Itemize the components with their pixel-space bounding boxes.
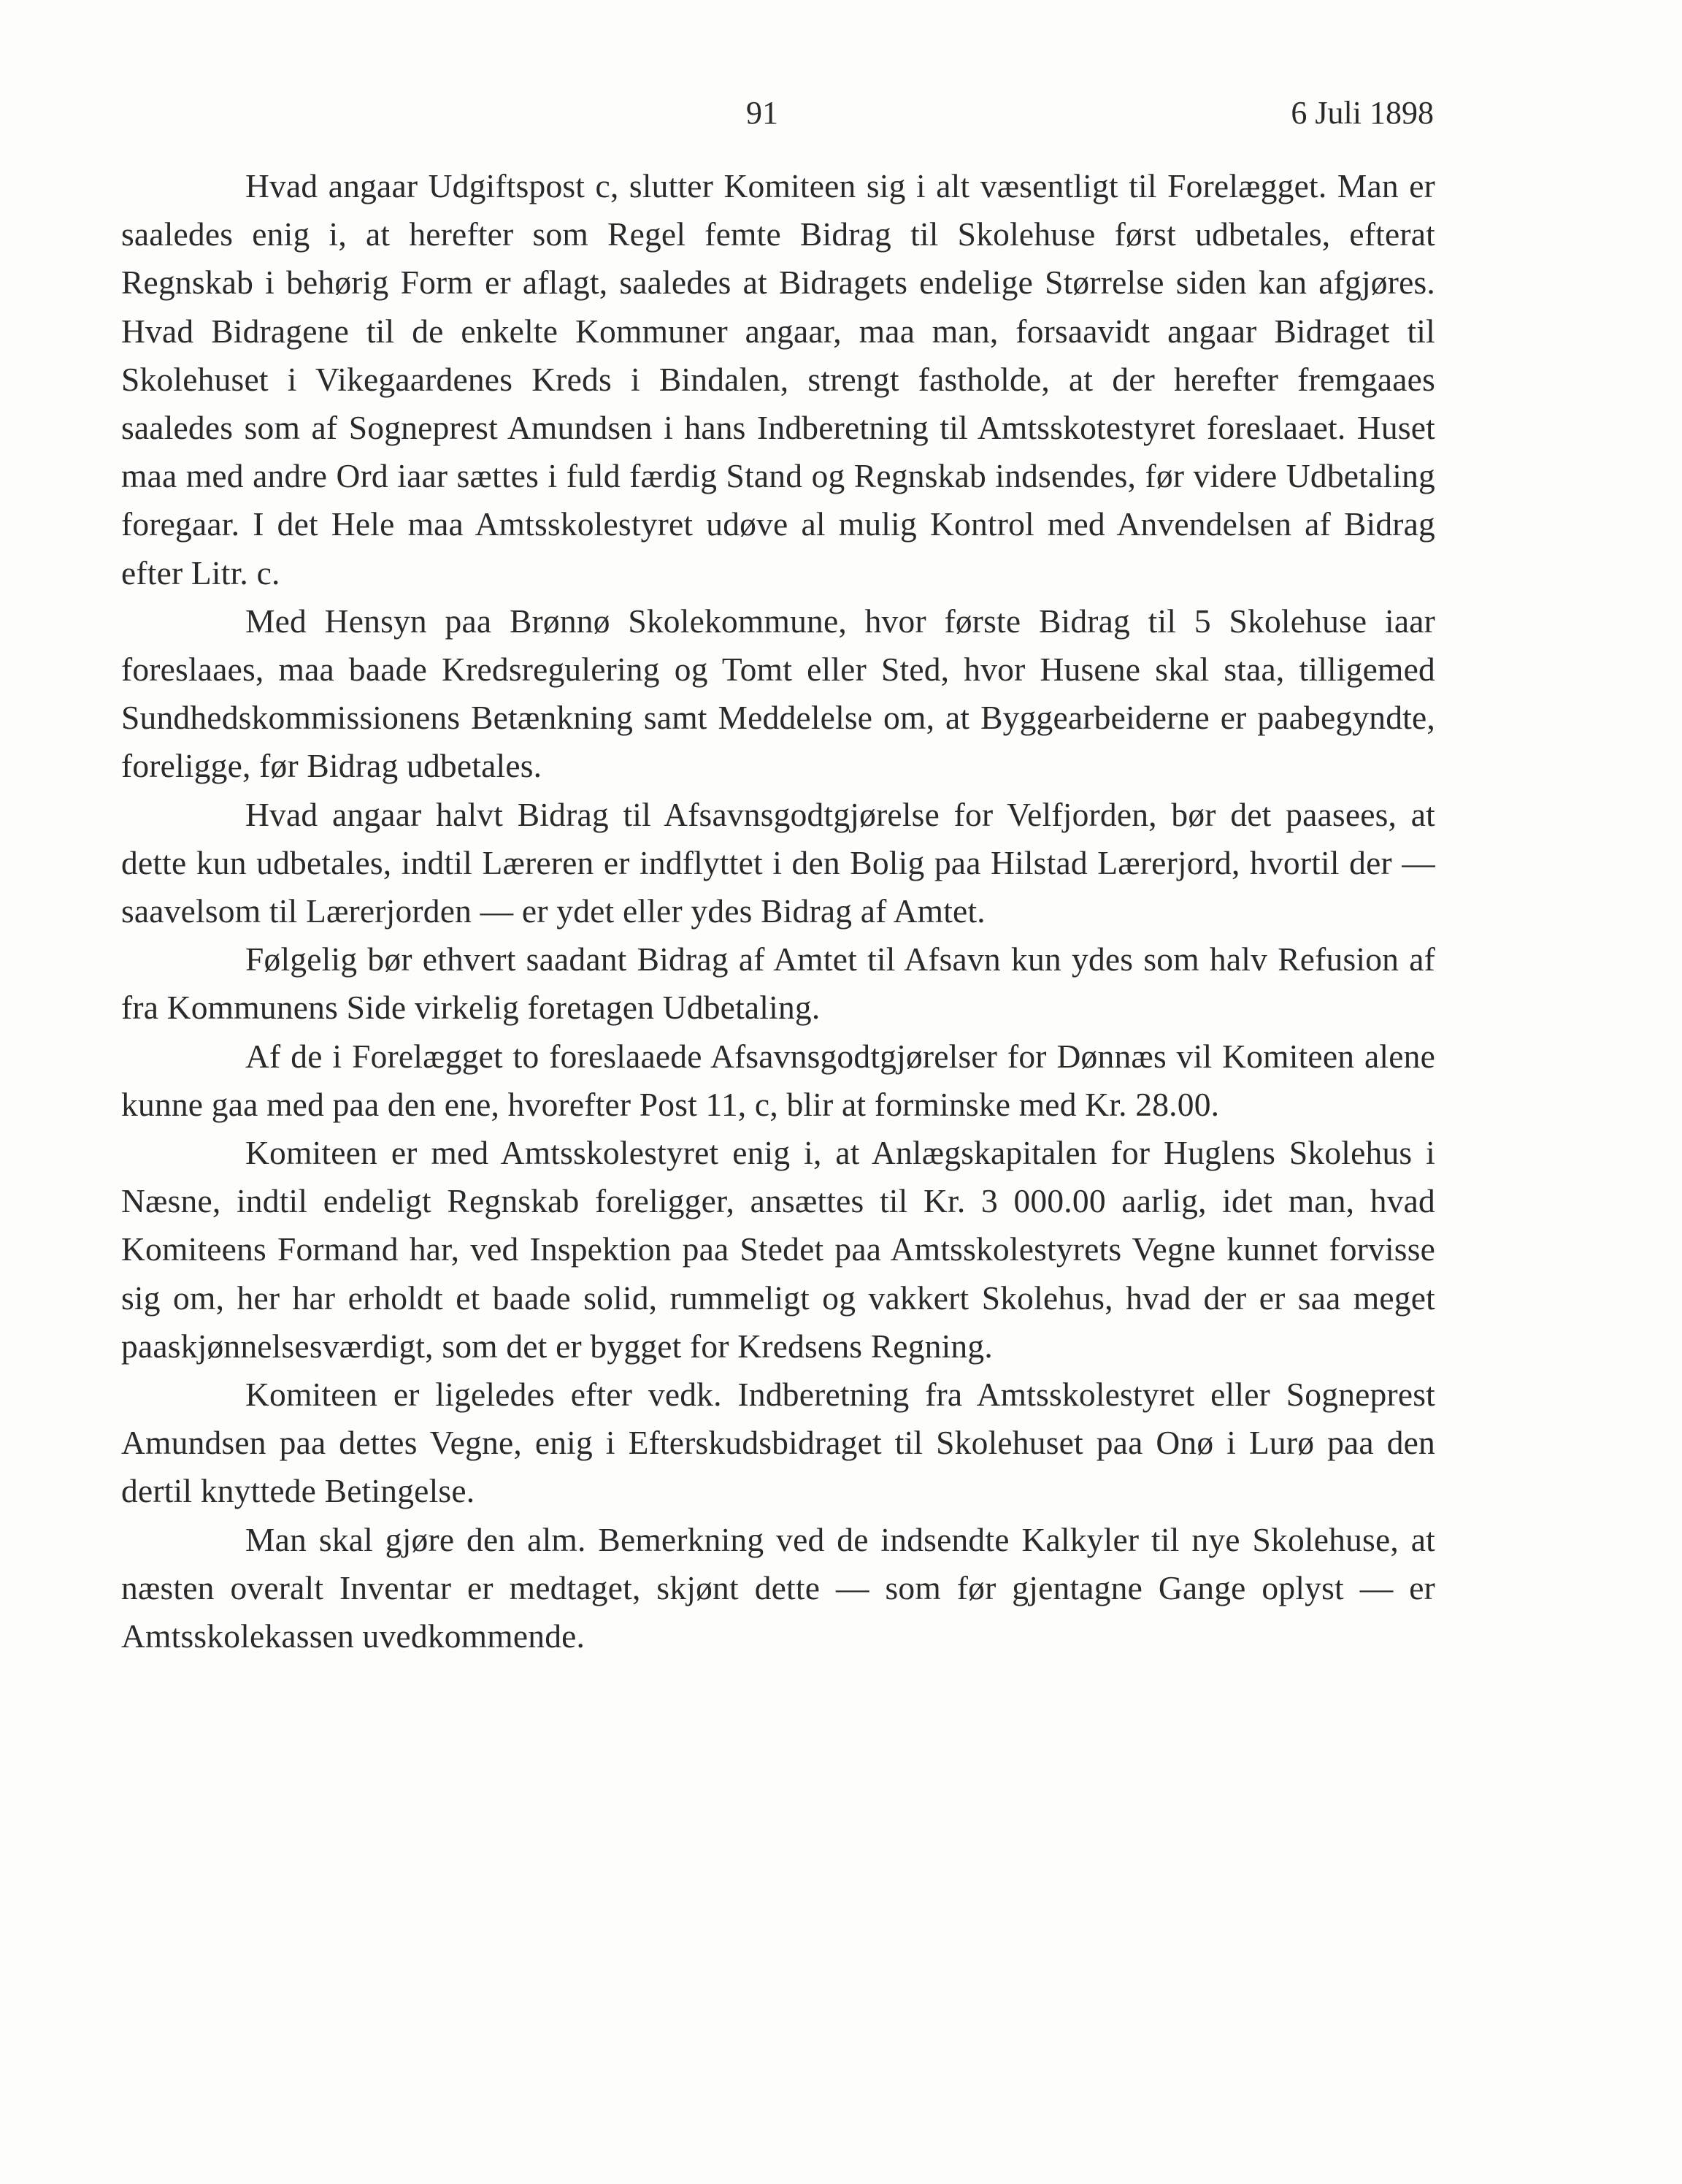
paragraph: Af de i Forelægget to foreslaaede Afsavnsgodtgjørelser for Dønnæs vil Komiteen alene kunne gaa med paa den ene, hvorefter Post 11, c, blir at forminske med Kr. 28.00. (121, 1037, 1435, 1123)
paragraph: Man skal gjøre den alm. Bemerkning ved de indsendte Kalkyler til nye Skolehuse, at næsten overalt Inventar er medtaget, skjønt dette — som før gjentagne Gange oplyst — er Amtsskolekassen uvedkommende. (121, 1520, 1435, 1655)
paragraph: Med Hensyn paa Brønnø Skolekommune, hvor første Bidrag til 5 Skolehuse iaar foreslaaes, maa baade Kredsregulering og Tomt eller Sted, hvor Husene skal staa, tilligemed Sundhedskommissionens Betænkning samt Meddelelse om, at Byggearbeiderne er paabegyndte, foreligge, før Bidrag udbetales. (121, 602, 1435, 785)
paragraph: Komiteen er ligeledes efter vedk. Indberetning fra Amtsskolestyret eller Sogneprest Amundsen paa dettes Vegne, enig i Efterskudsbidraget til Skolehuset paa Onø i Lurø paa den dertil knyttede Betingelse. (121, 1376, 1435, 1510)
paragraph: Hvad angaar Udgiftspost c, slutter Komiteen sig i alt væsentligt til Forelægget. Man er saaledes enig i, at herefter som Regel femte Bidrag til Skolehuse først udbetales, efterat Regnskab i behørig Form er aflagt, saaledes at Bidragets endelige Størrelse siden kan afgjøres. Hvad Bidragene til de enkelte Kommuner angaar, maa man, forsaavidt angaar Bidraget til Skolehuset i Vikegaardenes Kreds i Bindalen, strengt fastholde, at der herefter fremgaaes saaledes som af Sogneprest Amundsen i hans Indberetning til Amtsskotestyret foreslaaet. Huset maa med andre Ord iaar sættes i fuld færdig Stand og Regnskab indsendes, før videre Udbetaling foregaar. I det Hele maa Amtsskolestyret udøve al mulig Kontrol med Anvendelsen af Bidrag efter Litr. c. (121, 167, 1435, 591)
paragraph: Hvad angaar halvt Bidrag til Afsavnsgodtgjørelse for Velfjorden, bør det paasees, at dette kun udbetales, indtil Læreren er indflyttet i den Bolig paa Hilstad Lærerjord, hvortil der — saavelsom til Lærerjorden — er ydet eller ydes Bidrag af Amtet. (121, 795, 1435, 930)
paragraph: Følgelig bør ethvert saadant Bidrag af Amtet til Afsavn kun ydes som halv Refusion af fra Kommunens Side virkelig foretagen Udbetaling. (121, 940, 1435, 1027)
page-date: 6 Juli 1898 (1291, 95, 1434, 131)
page-number: 91 (746, 95, 778, 131)
body-text (121, 162, 1435, 1660)
paragraph: Komiteen er med Amtsskolestyret enig i, at Anlægskapitalen for Huglens Skolehus i Næsne, indtil endeligt Regnskab foreligger, ansættes til Kr. 3 000.00 aarlig, idet man, hvad Komiteens Formand har, ved Inspektion paa Stedet paa Amtsskolestyrets Vegne kunnet forvisse sig om, her har erholdt et baade solid, rummeligt og vakkert Skolehus, hvad der er saa meget paaskjønnelsesværdigt, som det er bygget for Kredsens Regning. (121, 1134, 1435, 1365)
page-header (0, 91, 1682, 135)
